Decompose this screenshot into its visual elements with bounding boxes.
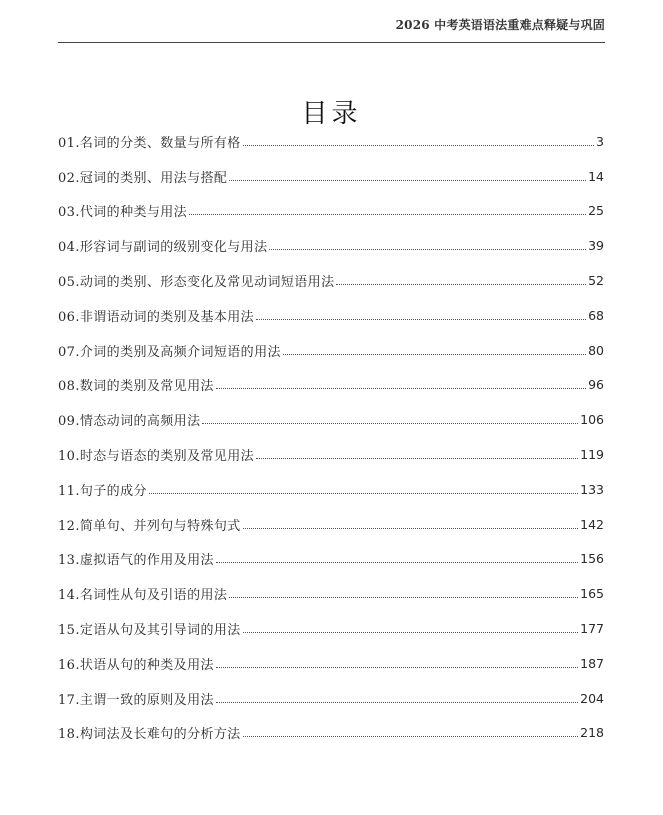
toc-dot-leader [243, 145, 594, 146]
toc-page-number: 119 [580, 447, 604, 463]
toc-entry-title: 01.名词的分类、数量与所有格 [58, 135, 241, 151]
toc-dot-leader [229, 180, 586, 181]
toc-entry-title: 07.介词的类别及高频介词短语的用法 [58, 344, 281, 360]
toc-dot-leader [216, 388, 586, 389]
toc-entry-title: 04.形容词与副词的级别变化与用法 [58, 240, 268, 256]
toc-entry[interactable] [58, 472, 604, 507]
header-title: 2026 中考英语语法重难点释疑与巩固 [395, 18, 605, 32]
toc-dot-leader [229, 597, 578, 598]
toc-page-number: 3 [596, 133, 604, 149]
table-of-contents [58, 124, 604, 750]
toc-entry-title: 15.定语从句及其引导词的用法 [58, 623, 241, 639]
toc-page-number: 142 [580, 516, 604, 532]
toc-entry[interactable] [58, 716, 604, 751]
toc-entry[interactable] [58, 681, 604, 716]
toc-page-number: 187 [580, 655, 604, 671]
toc-page-number: 68 [588, 307, 604, 323]
toc-page-number: 25 [588, 203, 604, 219]
toc-entry[interactable] [58, 333, 604, 368]
toc-page-number: 133 [580, 481, 604, 497]
toc-entry-title: 06.非谓语动词的类别及基本用法 [58, 309, 255, 325]
toc-entry[interactable] [58, 298, 604, 333]
toc-page-number: 80 [588, 342, 604, 358]
toc-dot-leader [216, 562, 578, 563]
toc-dot-leader [336, 284, 586, 285]
toc-dot-leader [256, 319, 586, 320]
toc-entry[interactable] [58, 124, 604, 159]
toc-page-number: 39 [588, 238, 604, 254]
toc-dot-leader [189, 214, 586, 215]
toc-dot-leader [243, 632, 578, 633]
toc-entry[interactable] [58, 194, 604, 229]
toc-page-number: 106 [580, 412, 604, 428]
toc-page-number: 52 [588, 273, 604, 289]
toc-entry-title: 02.冠词的类别、用法与搭配 [58, 170, 228, 186]
toc-entry[interactable] [58, 228, 604, 263]
toc-dot-leader [283, 354, 586, 355]
toc-entry-title: 12.简单句、并列句与特殊句式 [58, 518, 241, 534]
toc-entry[interactable] [58, 159, 604, 194]
toc-page-number: 177 [580, 621, 604, 637]
toc-entry-title: 03.代词的种类与用法 [58, 205, 188, 221]
toc-entry[interactable] [58, 437, 604, 472]
toc-page-number: 218 [580, 725, 604, 741]
toc-page-number: 204 [580, 690, 604, 706]
toc-entry-title: 10.时态与语态的类别及常见用法 [58, 449, 255, 465]
toc-dot-leader [243, 736, 578, 737]
toc-page-number: 96 [588, 377, 604, 393]
toc-dot-leader [269, 249, 586, 250]
page-title: 目录 [301, 99, 362, 130]
toc-entry[interactable] [58, 263, 604, 298]
toc-entry[interactable] [58, 402, 604, 437]
toc-entry-title: 16.状语从句的种类及用法 [58, 657, 214, 673]
toc-entry-title: 13.虚拟语气的作用及用法 [58, 553, 214, 569]
toc-entry-title: 17.主谓一致的原则及用法 [58, 692, 214, 708]
toc-dot-leader [216, 667, 578, 668]
toc-entry-title: 14.名词性从句及引语的用法 [58, 588, 228, 604]
toc-page-number: 165 [580, 586, 604, 602]
toc-entry-title: 08.数词的类别及常见用法 [58, 379, 214, 395]
toc-entry[interactable] [58, 507, 604, 542]
toc-page-number: 14 [588, 168, 604, 184]
toc-entry-title: 05.动词的类别、形态变化及常见动词短语用法 [58, 275, 335, 291]
toc-dot-leader [149, 493, 578, 494]
toc-dot-leader [216, 702, 578, 703]
toc-dot-leader [202, 423, 578, 424]
page-header [58, 12, 605, 43]
toc-entry-title: 09.情态动词的高频用法 [58, 414, 201, 430]
toc-dot-leader [256, 458, 578, 459]
toc-entry[interactable] [58, 576, 604, 611]
toc-entry-title: 18.构词法及长难句的分析方法 [58, 727, 241, 743]
toc-entry[interactable] [58, 646, 604, 681]
toc-dot-leader [243, 528, 578, 529]
toc-entry-title: 11.句子的成分 [58, 483, 147, 499]
toc-page-number: 156 [580, 551, 604, 567]
toc-entry[interactable] [58, 368, 604, 403]
toc-entry[interactable] [58, 542, 604, 577]
toc-entry[interactable] [58, 611, 604, 646]
